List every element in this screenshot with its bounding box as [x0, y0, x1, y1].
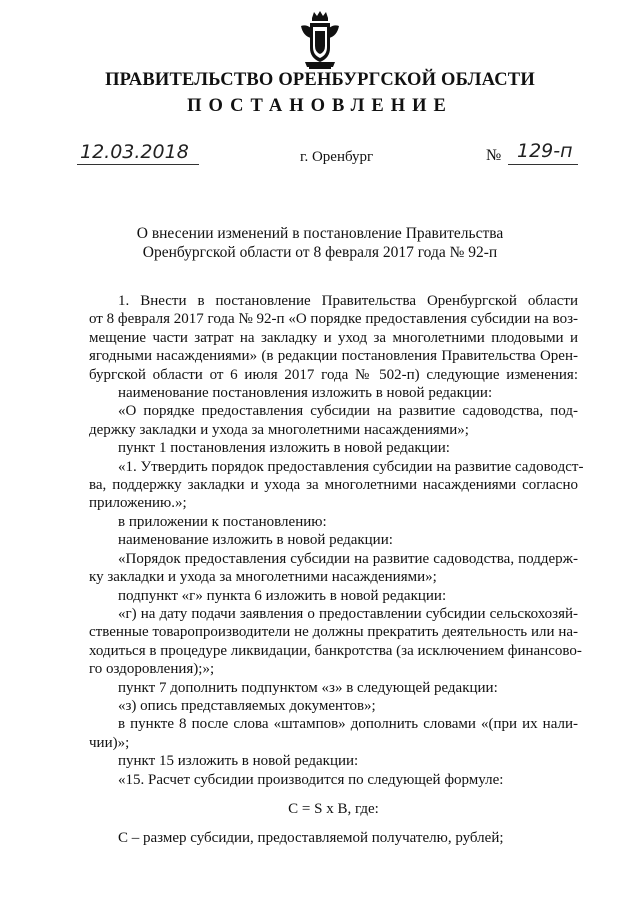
- body-line: держку закладки и ухода за многолетними насаждениями»;: [89, 421, 469, 438]
- body-line: «з) опись представляемых документов»;: [118, 697, 376, 714]
- body-line: пункт 1 постановления изложить в новой редакции:: [118, 440, 450, 457]
- organization-name: ПРАВИТЕЛЬСТВО ОРЕНБУРГСКОЙ ОБЛАСТИ: [105, 70, 535, 90]
- definition-line: С – размер субсидии, предоставляемой получателю, рублей;: [118, 830, 504, 847]
- document-number: 129-п: [517, 140, 573, 162]
- body-line: приложению.»;: [89, 495, 187, 512]
- body-line: ку закладки и ухода за многолетними насаждениями»;: [89, 569, 437, 586]
- document-date: 12.03.2018: [80, 141, 189, 163]
- body-line: мещение части затрат на закладку и уход за многолетними плодовыми и: [89, 329, 578, 346]
- number-sign: №: [486, 147, 502, 164]
- body-line: ягодными насаждениями» (в редакции постановления Правительства Орен-: [89, 348, 578, 365]
- coat-of-arms-emblem: [297, 10, 343, 70]
- body-line: «О порядке предоставления субсидии на развитие садоводства, под-: [118, 403, 578, 420]
- formula: С = S х В, где:: [288, 800, 379, 817]
- subject-line: Оренбургской области от 8 февраля 2017 года № 92-п: [142, 244, 498, 261]
- body-line: пункт 7 дополнить подпунктом «з» в следующей редакции:: [118, 679, 498, 696]
- body-line: пункт 15 изложить в новой редакции:: [118, 753, 359, 770]
- body-line: «г) на дату подачи заявления о предоставлении субсидии сельскохозяй-: [118, 605, 578, 622]
- document-body: [89, 292, 584, 848]
- body-line: бургской области от 6 июля 2017 года № 502-п) следующие изменения:: [89, 366, 578, 383]
- number-underline: [508, 164, 578, 165]
- body-line: ственные товаропроизводители не должны прекратить деятельность или на-: [89, 624, 578, 641]
- body-line: от 8 февраля 2017 года № 92-п «О порядке предоставления субсидии на воз-: [89, 311, 578, 328]
- body-line: «15. Расчет субсидии производится по следующей формуле:: [118, 771, 504, 788]
- body-line: в пункте 8 после слова «штампов» дополнить словами «(при их нали-: [118, 716, 578, 733]
- body-line: чии)»;: [89, 734, 130, 751]
- date-underline: [77, 164, 199, 165]
- body-line: ва, поддержку закладки и ухода за многолетними насаждениями согласно: [89, 477, 578, 494]
- subject-line: О внесении изменений в постановление Правительства: [136, 225, 504, 242]
- body-line: в приложении к постановлению:: [118, 513, 327, 530]
- body-line: 1. Внести в постановление Правительства Оренбургской области: [118, 293, 578, 309]
- document-subject: [0, 224, 640, 262]
- body-line: «1. Утвердить порядок предоставления субсидии на развитие садоводст-: [118, 458, 584, 475]
- document-type: ПОСТАНОВЛЕНИЕ: [187, 96, 453, 116]
- body-line: наименование постановления изложить в новой редакции:: [118, 385, 493, 402]
- document-city: г. Оренбург: [300, 149, 374, 165]
- body-line: ходиться в процедуре ликвидации, банкротства (за исключением финансово-: [89, 642, 582, 659]
- body-line: го оздоровления);»;: [89, 661, 215, 678]
- body-line: наименование изложить в новой редакции:: [118, 532, 393, 549]
- body-line: «Порядок предоставления субсидии на развитие садоводства, поддерж-: [118, 550, 578, 567]
- body-line: подпункт «г» пункта 6 изложить в новой редакции:: [118, 587, 447, 604]
